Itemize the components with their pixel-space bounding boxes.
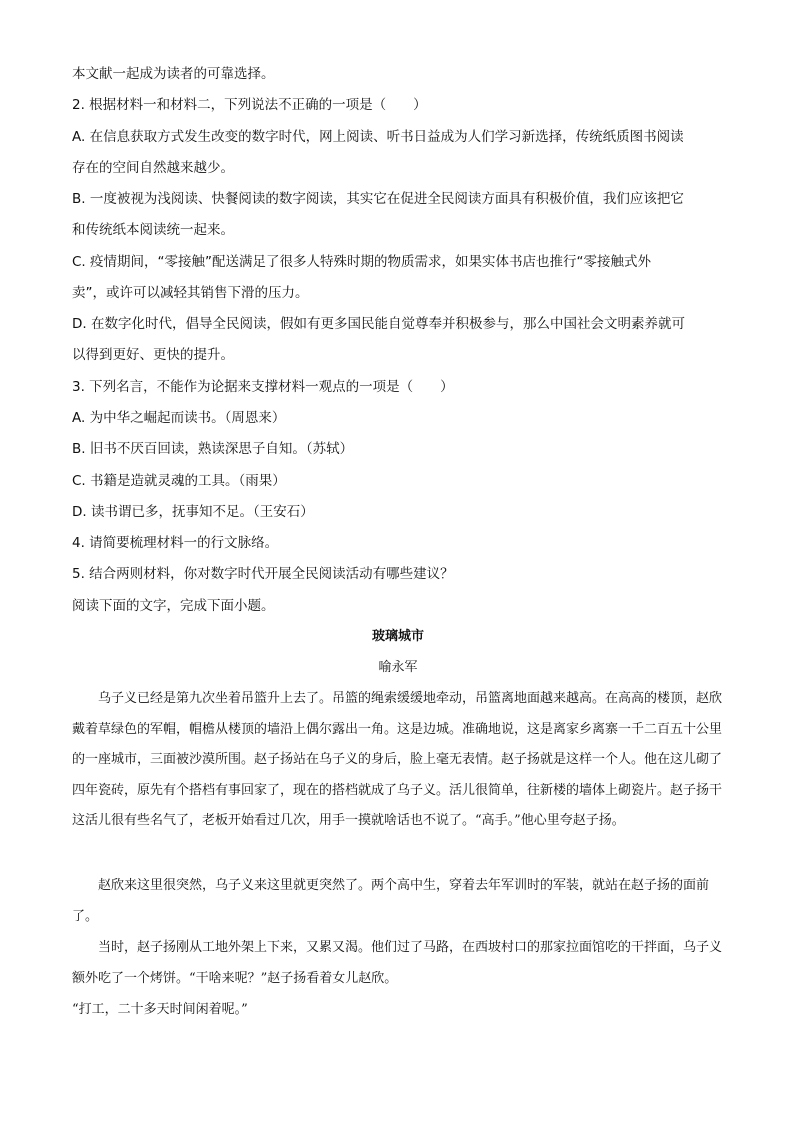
text-line: 本文献一起成为读者的可靠选择。 [72, 66, 275, 82]
option-b-continued: 和传统纸本阅读统一起来。 [72, 222, 234, 238]
story-title: 玻璃城市 [371, 629, 424, 644]
story-paragraph: 赵欣来这里很突然，乌子义来这里就更突然了。两个高中生，穿着去年军训时的军装，就站在赵子扬的面前了。 [72, 878, 710, 924]
option-b: B. 一度被视为浅阅读、快餐阅读的数字阅读，其实它在促进全民阅读方面具有积极价值，我们应该把它 [72, 191, 684, 207]
option-c: C. 疫情期间，“零接触”配送满足了很多人特殊时期的物质需求，如果实体书店也推行“零接触式外 [72, 254, 651, 270]
option-a: A. 在信息获取方式发生改变的数字时代，网上阅读、听书日益成为人们学习新选择，传统纸质图书阅读 [72, 129, 684, 145]
question-4: 4. 请简要梳理材料一的行文脉络。 [72, 535, 279, 551]
story-author: 喻永军 [378, 660, 418, 675]
question-2: 2. 根据材料一和材料二，下列说法不正确的一项是（ ） [72, 97, 427, 113]
option-b: B. 旧书不厌百回读，熟读深思子自知。（苏轼） [72, 441, 354, 457]
option-d: D. 读书谓已多，抚事知不足。（王安石） [72, 504, 314, 520]
question-5: 5. 结合两则材料，你对数字时代开展全民阅读活动有哪些建议？ [72, 566, 454, 582]
option-d: D. 在数字化时代，倡导全民阅读，假如有更多国民能自觉尊奉并积极参与，那么中国社会文明素养就可 [72, 316, 685, 332]
option-a-continued: 存在的空间自然越来越少。 [72, 160, 234, 176]
option-a: A. 为中华之崛起而读书。（周恩来） [72, 410, 286, 426]
story-paragraph: 当时，赵子扬刚从工地外架上下来，又累又渴。他们过了马路，在西坡村口的那家拉面馆吃的干拌面，乌子义额外吃了一个烤饼。“干啥来呢？”赵子扬看着女儿赵欣。 [72, 940, 723, 986]
option-d-continued: 以得到更好、更快的提升。 [72, 347, 234, 363]
story-paragraph: 乌子义已经是第九次坐着吊篮升上去了。吊篮的绳索缓缓地牵动，吊篮离地面越来越高。在高高的楼顶，赵欣戴着草绿色的军帽，帽檐从楼顶的墙沿上偶尔露出一角。这是边城。准确地说，这是离家乡离寨一千二百五十公里的一座城市，三面被沙漠所围。赵子扬站在乌子义的身后，脸上毫无表情。赵子扬就是这样一个人。他在这儿砌了四年瓷砖，原先有个搭档有事回家了，现在的搭档就成了乌子义。活儿很简单，往新楼的墙体上砌瓷片。赵子扬干这活儿很有些名气了，老板开始看过几次，用手一摸就啥话也不说了。“高手。”他心里夸赵子扬。 [72, 691, 723, 828]
option-c: C. 书籍是造就灵魂的工具。（雨果） [72, 473, 286, 489]
option-c-continued: 卖”，或许可以减轻其销售下滑的压力。 [72, 285, 309, 301]
story-paragraph: “打工，二十多天时间闲着呢。” [72, 1002, 248, 1017]
question-3: 3. 下列名言，不能作为论据来支撑材料一观点的一项是（ ） [72, 379, 454, 395]
reading-instruction: 阅读下面的文字，完成下面小题。 [72, 598, 275, 614]
